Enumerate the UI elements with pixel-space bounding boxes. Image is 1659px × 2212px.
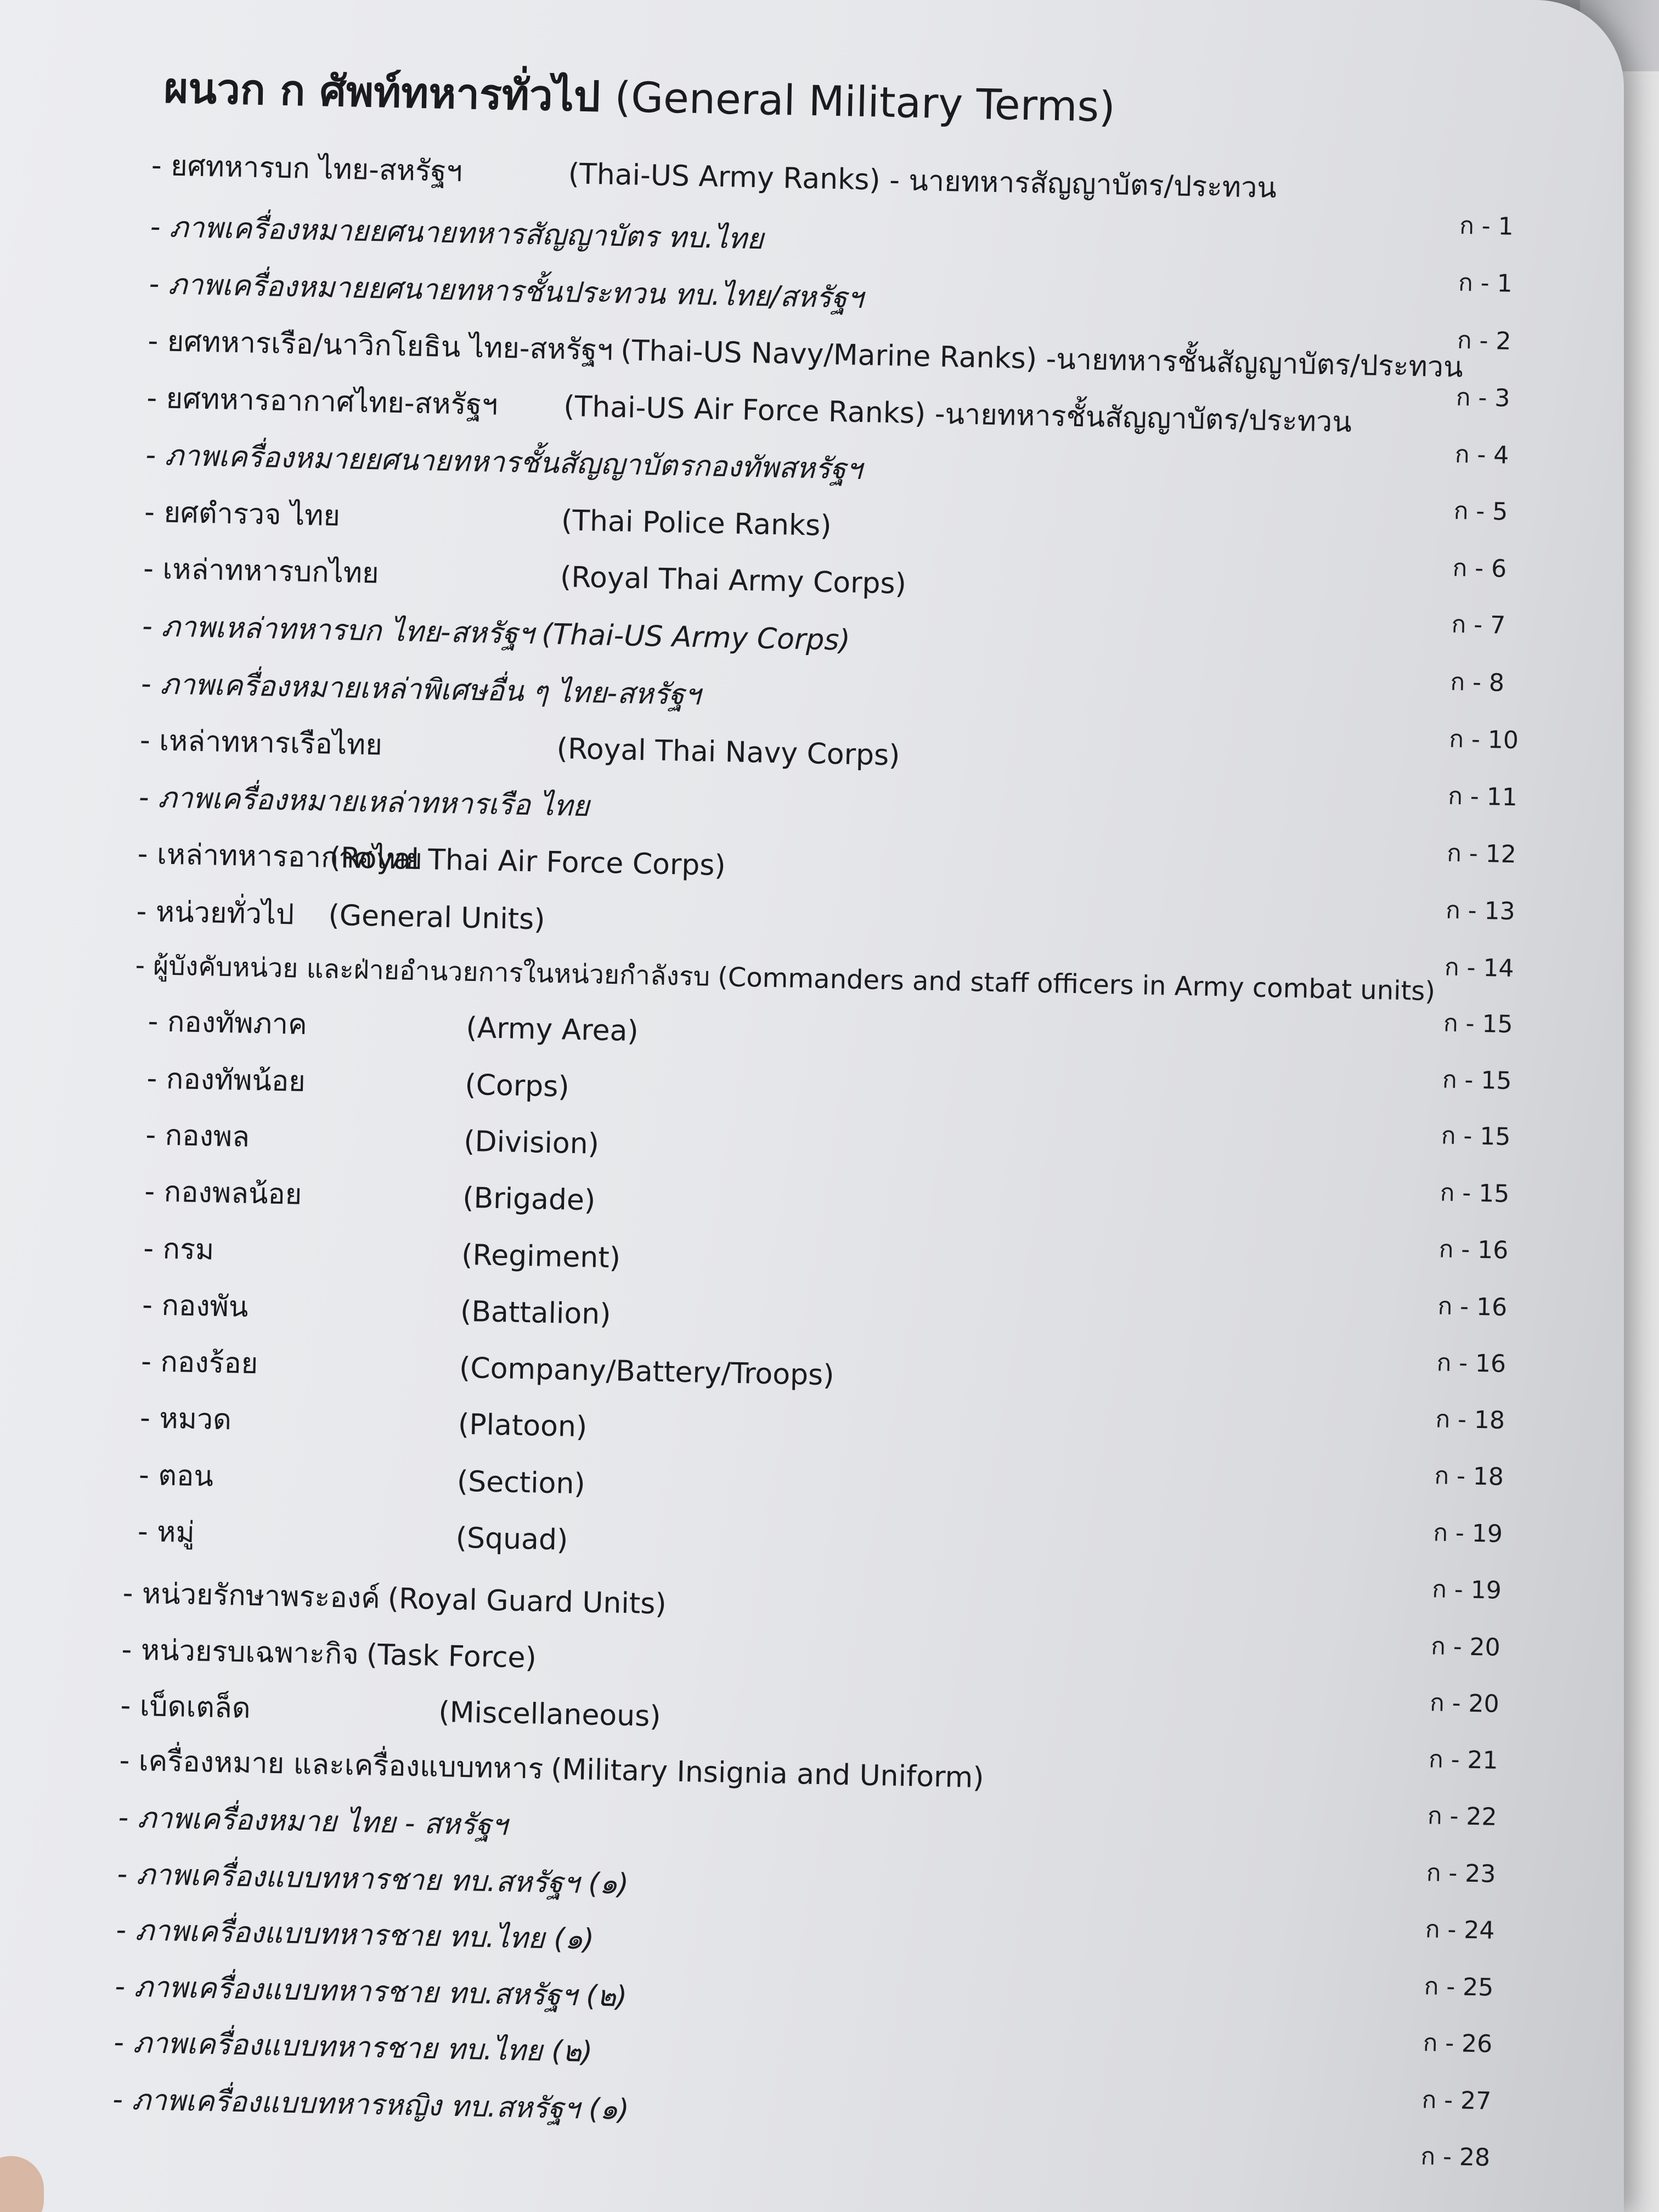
entry-english: (Platoon) [458, 1408, 588, 1444]
entry-thai: - ภาพเครื่องหมายยศนายทหารสัญญาบัตร ทบ.ไทย [150, 210, 764, 256]
entry-thai: - เบ็ดเตล็ด [120, 1689, 251, 1725]
entry-row [142, 609, 850, 658]
page-number: ก - 2 [1457, 326, 1512, 356]
appendix-heading [163, 55, 1116, 140]
page-number: ก - 1 [1459, 211, 1514, 241]
entry-row [135, 948, 1436, 1009]
entry-english: (Thai-US Army Corps) [541, 618, 851, 657]
page-number: ก - 16 [1438, 1235, 1509, 1265]
entry-thai: - เหล่าทหารอากาศไทย [137, 837, 423, 877]
finger [0, 2156, 44, 2212]
page-number: ก - 21 [1428, 1745, 1499, 1775]
heading-english: (General Military Terms) [614, 72, 1116, 132]
entry-row [140, 667, 701, 713]
entry-row [116, 1912, 595, 1957]
page-number: ก - 5 [1453, 496, 1508, 526]
page-number: ก - 1 [1458, 268, 1513, 298]
page-number: ก - 23 [1426, 1859, 1496, 1888]
entry-english: (Miscellaneous) [438, 1696, 662, 1734]
entry-thai: - ภาพเครื่องแบบทหารชาย ทบ.สหรัฐฯ (๑) [116, 1858, 629, 1901]
page-number: ก - 20 [1430, 1632, 1501, 1662]
entry-row [140, 1344, 835, 1392]
entry-row [150, 210, 764, 257]
entry-thai: - ภาพเครื่องหมายเหล่าทหารเรือ ไทย [138, 781, 590, 823]
entry-english: (General Units) [328, 899, 546, 936]
page-number: ก - 8 [1450, 668, 1505, 697]
page-number: ก - 19 [1432, 1519, 1503, 1548]
page-number: ก - 14 [1444, 953, 1515, 983]
entry-english: (Royal Thai Navy Corps) [556, 732, 901, 772]
entry-row [119, 1743, 984, 1796]
entry-row [146, 381, 1352, 439]
page-number: ก - 6 [1452, 554, 1507, 583]
entry-row [144, 495, 832, 543]
entry-row [151, 148, 1277, 205]
page-number: ก - 10 [1448, 725, 1519, 755]
entry-row [145, 1118, 600, 1161]
entry-english: (Royal Thai Air Force Corps) [329, 841, 726, 883]
entry-row [117, 1857, 629, 1902]
entry-english: (Brigade) [462, 1181, 596, 1217]
entry-thai: - ยศทหารเรือ/นาวิกโยธิน ไทย-สหรัฐฯ [147, 324, 614, 367]
entry-english: (Royal Guard Units) [387, 1582, 667, 1621]
entry-english: (Section) [456, 1465, 586, 1501]
entry-row [146, 1061, 570, 1104]
entry-thai: - ภาพเครื่องหมายเหล่าพิเศษอื่น ๆ ไทย-สหรัฐฯ [140, 667, 701, 712]
entry-row [114, 2025, 593, 2070]
entry-thai: - เครื่องหมาย และเครื่องแบบทหาร [119, 1744, 544, 1786]
entry-english: (Thai-US Navy/Marine Ranks) -นายทหารชั้นสัญญาบัตร/ประทวน [620, 334, 1464, 385]
adjacent-page-edge [1618, 71, 1659, 2212]
page-number: ก - 3 [1455, 383, 1510, 413]
entry-row [148, 324, 1463, 385]
entry-thai: - หน่วยรบเฉพาะกิจ [121, 1633, 359, 1672]
entry-row [115, 1969, 628, 2015]
page-number: ก - 11 [1447, 782, 1518, 812]
entry-row [143, 551, 907, 601]
entry-row [112, 2082, 630, 2128]
page-number: ก - 26 [1423, 2029, 1493, 2058]
entry-row [139, 723, 901, 772]
entry-row [144, 1174, 596, 1217]
entry-english: (Thai-US Army Ranks) - นายทหารสัญญาบัตร/ประทวน [568, 157, 1277, 205]
page-number: ก - 12 [1446, 839, 1517, 869]
page-number: ก - 15 [1441, 1121, 1511, 1152]
entry-thai: - หมู่ [137, 1515, 195, 1550]
entry-english: (Task Force) [366, 1638, 537, 1675]
entry-thai: - ภาพเครื่องหมายยศนายทหารชั้นสัญญาบัตรกองทัพสหรัฐฯ [145, 438, 863, 487]
entry-thai: - เหล่าทหารเรือไทย [139, 724, 383, 762]
entry-english: (Commanders and staff officers in Army combat units) [717, 961, 1436, 1007]
entry-english: (Company/Battery/Troops) [459, 1351, 835, 1392]
entry-thai: - กองพล [145, 1119, 250, 1154]
entry-thai: - กองทัพภาค [148, 1005, 308, 1041]
page-number: ก - 22 [1427, 1802, 1498, 1831]
entry-row [139, 1401, 588, 1444]
page-number: ก - 24 [1425, 1915, 1495, 1945]
entry-thai: - ภาพเครื่องแบบทหารชาย ทบ.สหรัฐฯ (๒) [114, 1970, 628, 2014]
page-number: ก - 27 [1421, 2086, 1492, 2115]
page-number: ก - 28 [1420, 2142, 1491, 2172]
entry-thai: - กองพลน้อย [144, 1175, 302, 1211]
entry-english: (Royal Thai Army Corps) [560, 561, 907, 601]
table-of-contents [112, 55, 1519, 2172]
entry-thai: - ผู้บังคับหน่วย และฝ่ายอำนวยการในหน่วยกำลังรบ [135, 950, 710, 992]
entry-english: (Squad) [455, 1521, 568, 1557]
entry-thai: - ภาพเครื่องหมาย ไทย - สหรัฐฯ [117, 1801, 508, 1842]
entry-english: (Thai-US Air Force Ranks) -นายทหารชั้นสัญญาบัตร/ประทวน [563, 390, 1352, 439]
entry-thai: - ยศทหารบก ไทย-สหรัฐฯ [151, 149, 463, 189]
entry-thai: - ภาพเครื่องแบบทหารหญิง ทบ.สหรัฐฯ (๑) [112, 2083, 630, 2127]
entry-row [138, 1458, 586, 1501]
entry-row [136, 894, 546, 936]
entry-english: (Division) [463, 1125, 600, 1161]
entry-thai: - กองพัน [142, 1289, 249, 1324]
entry-thai: - ภาพเครื่องแบบทหารชาย ทบ.ไทย (๒) [113, 2026, 593, 2069]
page-number: ก - 25 [1424, 1972, 1494, 2002]
entry-row [145, 438, 862, 487]
entry-thai: - กองร้อย [140, 1345, 258, 1381]
page-number: ก - 18 [1434, 1462, 1504, 1491]
entry-english: (Battalion) [460, 1295, 612, 1331]
entry-thai: - ยศทหารอากาศไทย-สหรัฐฯ [146, 381, 498, 422]
page-number: ก - 15 [1442, 1065, 1512, 1096]
entry-thai: - ยศตำรวจ ไทย [144, 495, 341, 533]
entry-thai: - หมวด [139, 1402, 232, 1437]
page-number: ก - 4 [1454, 440, 1509, 470]
entry-thai: - ภาพเหล่าทหารบก ไทย-สหรัฐฯ [142, 610, 534, 651]
entry-thai: - ภาพเครื่องหมายยศนายทหารชั้นประทวน ทบ.ไทย/สหรัฐฯ [149, 267, 864, 315]
entry-row [138, 780, 590, 824]
page-number: ก - 19 [1431, 1575, 1502, 1605]
entry-thai: - หน่วยรักษาพระองค์ [122, 1577, 381, 1615]
entry-row [143, 1231, 621, 1275]
entry-row [149, 267, 864, 316]
page-number: ก - 15 [1443, 1009, 1514, 1039]
entry-row [137, 1514, 568, 1557]
entry-row [120, 1688, 662, 1734]
entry-thai: - ตอน [138, 1458, 214, 1493]
page-number: ก - 16 [1437, 1292, 1508, 1322]
entry-english: (Army Area) [465, 1011, 639, 1048]
entry-thai: - กองทัพน้อย [146, 1062, 306, 1098]
entry-row [142, 1288, 612, 1331]
entry-english: (Regiment) [461, 1238, 621, 1275]
page-number: ก - 15 [1440, 1178, 1510, 1209]
entry-english: (Military Insignia and Uniform) [550, 1753, 985, 1795]
entry-english: (Corps) [464, 1068, 570, 1104]
page-number: ก - 20 [1429, 1689, 1500, 1718]
entry-thai: - ภาพเครื่องแบบทหารชาย ทบ.ไทย (๑) [115, 1914, 595, 1956]
page-number: ก - 16 [1436, 1348, 1506, 1378]
entry-row [137, 837, 726, 883]
entry-row [118, 1800, 508, 1843]
entry-row [121, 1632, 537, 1675]
heading-thai: ผนวก ก ศัพท์ทหารทั่วไป [163, 63, 601, 121]
entry-thai: - หน่วยทั่วไป [136, 895, 295, 932]
page-number: ก - 7 [1451, 610, 1506, 640]
page-number: ก - 18 [1435, 1405, 1505, 1435]
entry-english: (Thai Police Ranks) [561, 504, 832, 543]
entry-row [148, 1004, 639, 1048]
entry-row [122, 1576, 667, 1622]
page-number: ก - 13 [1445, 896, 1516, 926]
entry-thai: - เหล่าทหารบกไทย [143, 552, 380, 590]
entry-thai: - กรม [143, 1232, 215, 1267]
